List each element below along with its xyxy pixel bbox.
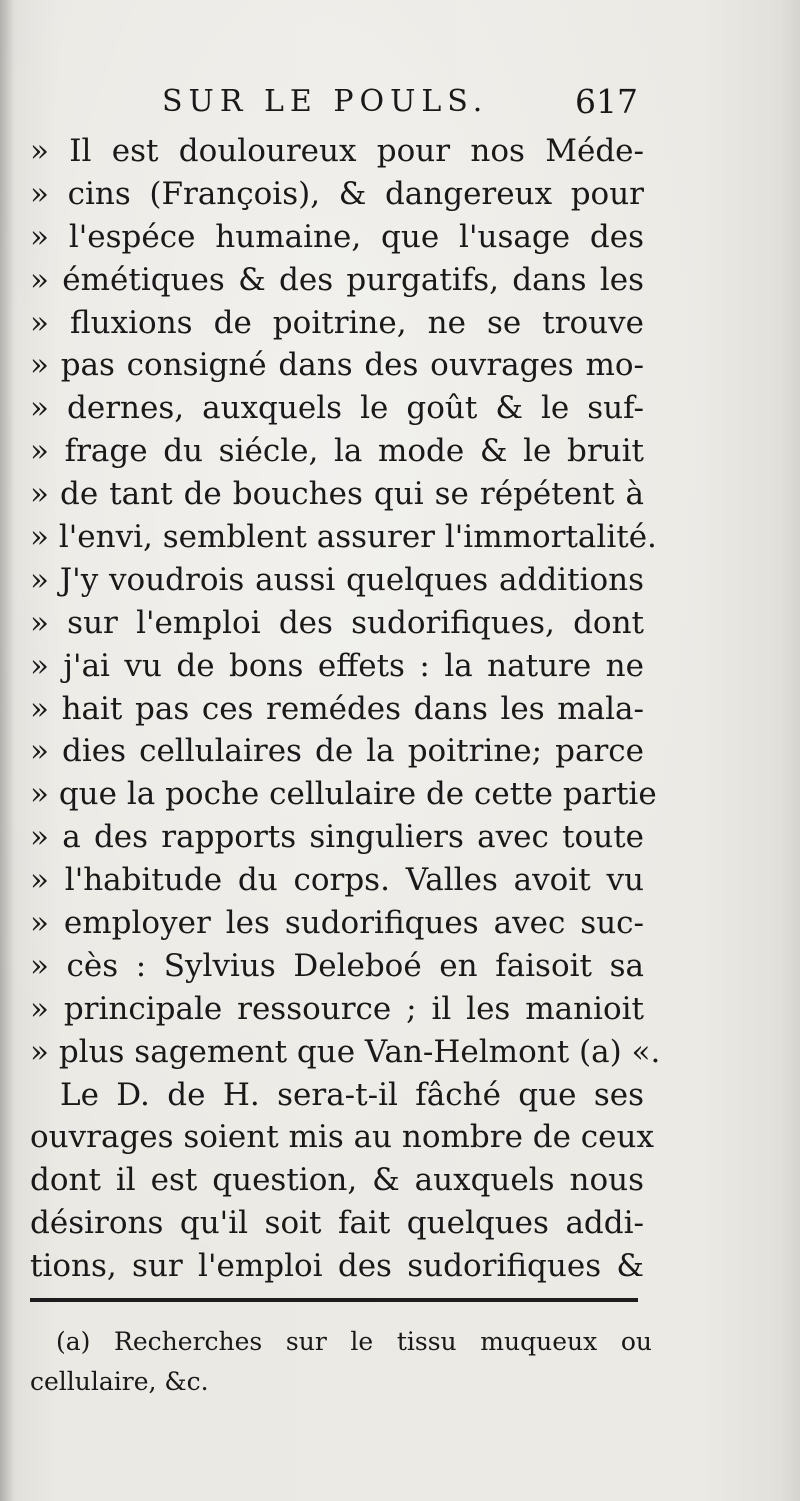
text-line: » de tant de bouches qui se répétent à	[30, 476, 644, 513]
text-line: » J'y voudrois aussi quelques additions	[30, 561, 644, 598]
text-line: » dies cellulaires de la poitrine; parce	[30, 733, 644, 770]
text-line: ouvrages soient mis au nombre de ceux	[30, 1119, 654, 1156]
body-text	[30, 130, 661, 1288]
gutter-shadow	[0, 0, 14, 1501]
footnote-line: (a) Recherches sur le tissu muqueux ou	[56, 1327, 652, 1356]
text-line: tions, sur l'emploi des sudorifiques &	[30, 1248, 644, 1285]
text-line: » fluxions de poitrine, ne se trouve	[30, 304, 644, 341]
footnote-rule	[30, 1298, 638, 1302]
text-line: » Il est douloureux pour nos Méde-	[30, 133, 644, 169]
text-line: » l'habitude du corps. Valles avoit vu	[30, 862, 644, 899]
page-number: 617	[575, 82, 638, 121]
text-line: » l'espéce humaine, que l'usage des	[30, 218, 644, 255]
text-line: » plus sagement que Van-Helmont (a) «.	[30, 1033, 661, 1070]
running-title: SUR LE POULS.	[162, 84, 489, 119]
paragraph-start-line: Le D. de H. sera-t-il fâché que ses	[60, 1076, 644, 1113]
text-line: » principale ressource ; il les manioit	[30, 990, 644, 1027]
text-line: désirons qu'il soit fait quelques addi-	[30, 1205, 644, 1242]
running-head	[150, 78, 650, 126]
text-line: » hait pas ces remédes dans les mala-	[30, 690, 644, 727]
text-line: » frage du siécle, la mode & le bruit	[30, 433, 644, 470]
footnote-line: cellulaire, &c.	[30, 1367, 209, 1396]
text-line: » dernes, auxquels le goût & le suf-	[30, 390, 644, 427]
footnote	[30, 1322, 652, 1402]
text-line: » cès : Sylvius Deleboé en faisoit sa	[30, 947, 644, 984]
text-line: » a des rapports singuliers avec toute	[30, 819, 644, 856]
text-line: » cins (François), & dangereux pour	[30, 175, 644, 212]
text-line: » émétiques & des purgatifs, dans les	[30, 261, 644, 298]
text-line: » employer les sudorifiques avec suc-	[30, 905, 644, 942]
text-line: » sur l'emploi des sudorifiques, dont	[30, 604, 644, 641]
text-line: » l'envi, semblent assurer l'immortalité.	[30, 519, 657, 556]
text-line: » que la poche cellulaire de cette partie	[30, 776, 657, 813]
text-line: dont il est question, & auxquels nous	[30, 1162, 644, 1199]
text-line: » pas consigné dans des ouvrages mo-	[30, 347, 644, 384]
text-line: » j'ai vu de bons effets : la nature ne	[30, 647, 644, 684]
